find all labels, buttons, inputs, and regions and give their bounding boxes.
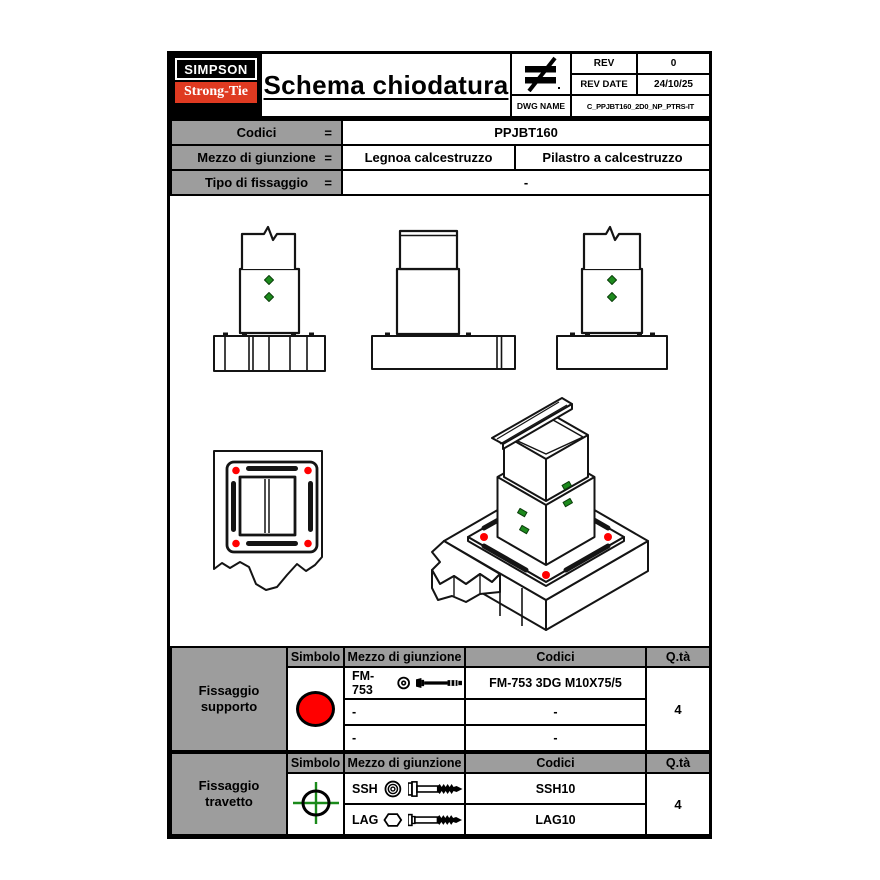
fm753-ring-icon — [396, 675, 411, 691]
green-crosshair-symbol-icon — [291, 780, 341, 826]
travetto-col-simbolo: Simbolo — [287, 753, 344, 773]
front-view-left — [214, 227, 325, 371]
fm753-anchor-bolt-icon — [416, 676, 463, 690]
supporto-row2-codici: - — [465, 699, 646, 725]
supporto-row2-mezzo: - — [344, 699, 465, 725]
front-view-right — [557, 227, 667, 369]
simpson-strongtie-logo — [170, 54, 262, 116]
travetto-symbol-cell — [287, 773, 344, 835]
supporto-col-codici: Codici — [465, 647, 646, 667]
dwg-name-label: DWG NAME — [516, 101, 566, 111]
strongtie-logo-text: Strong-Tie — [175, 82, 257, 103]
title-cell — [262, 54, 512, 116]
sheet-header — [170, 54, 709, 119]
supporto-group-label: Fissaggio supporto — [171, 647, 287, 751]
mezzo-value-2: Pilastro a calcestruzzo — [515, 145, 710, 170]
codici-equals: = — [324, 125, 332, 140]
codici-label: Codici — [236, 125, 277, 140]
supporto-row3-mezzo: - — [344, 725, 465, 751]
plan-view — [214, 451, 322, 590]
travetto-row1-codici: SSH10 — [465, 773, 646, 804]
mezzo-label-cell — [171, 145, 342, 170]
drawing-sheet — [167, 51, 712, 839]
supporto-row3-codici: - — [465, 725, 646, 751]
supporto-col-simbolo: Simbolo — [287, 647, 344, 667]
supporto-qta: 4 — [646, 667, 710, 751]
ssh-washer-icon — [383, 780, 403, 798]
revision-block — [512, 54, 709, 116]
technical-drawings-svg — [170, 196, 709, 646]
isometric-view — [432, 398, 648, 630]
fissaggio-supporto-table — [170, 646, 711, 752]
rev-date-value: 24/10/25 — [636, 75, 709, 96]
codici-label-cell — [171, 120, 342, 145]
mezzo-equals: = — [324, 150, 332, 165]
fissaggio-travetto-table — [170, 752, 711, 836]
travetto-row1-mezzo: SSH — [344, 773, 465, 804]
supporto-col-qta: Q.tà — [646, 647, 710, 667]
supporto-row1-mezzo: FM-753 — [344, 667, 465, 699]
travetto-group-label: Fissaggio travetto — [171, 753, 287, 835]
red-circle-symbol-icon — [296, 691, 335, 727]
lag-screw-icon — [408, 812, 463, 828]
supporto-col-mezzo: Mezzo di giunzione — [344, 647, 465, 667]
rev-value: 0 — [636, 54, 709, 75]
travetto-row2-codici: LAG10 — [465, 804, 646, 835]
travetto-col-codici: Codici — [465, 753, 646, 773]
travetto-col-mezzo: Mezzo di giunzione — [344, 753, 465, 773]
supporto-symbol-cell — [287, 667, 344, 751]
technical-drawing-area — [170, 196, 709, 646]
simpson-logo-text: SIMPSON — [175, 58, 257, 80]
tipo-label: Tipo di fissaggio — [204, 175, 309, 190]
dwg-name-value: C_PPJBT160_2D0_NP_PTRS-IT — [570, 96, 709, 116]
mezzo-label: Mezzo di giunzione — [197, 150, 316, 165]
tipo-value: - — [342, 170, 710, 195]
side-view-middle — [372, 231, 515, 369]
sheet-title: Schema chiodatura — [263, 69, 509, 100]
tipo-label-cell — [171, 170, 342, 195]
mezzo-value-1: Legnoa calcestruzzo — [342, 145, 515, 170]
rev-label: REV — [570, 54, 636, 75]
info-row-mezzo — [171, 145, 710, 170]
travetto-qta: 4 — [646, 773, 710, 835]
codici-value: PPJBT160 — [342, 120, 710, 145]
tipo-equals: = — [324, 175, 332, 190]
rev-date-label: REV DATE — [570, 75, 636, 96]
info-row-tipo — [171, 170, 710, 195]
ssh-screw-icon — [408, 781, 463, 797]
info-row-codici — [171, 120, 710, 145]
travetto-row2-mezzo: LAG — [344, 804, 465, 835]
lag-hex-head-icon — [383, 812, 403, 828]
info-table — [170, 119, 711, 196]
not-equal-logo-icon — [512, 54, 570, 96]
travetto-col-qta: Q.tà — [646, 753, 710, 773]
supporto-row1-codici: FM-753 3DG M10X75/5 — [465, 667, 646, 699]
